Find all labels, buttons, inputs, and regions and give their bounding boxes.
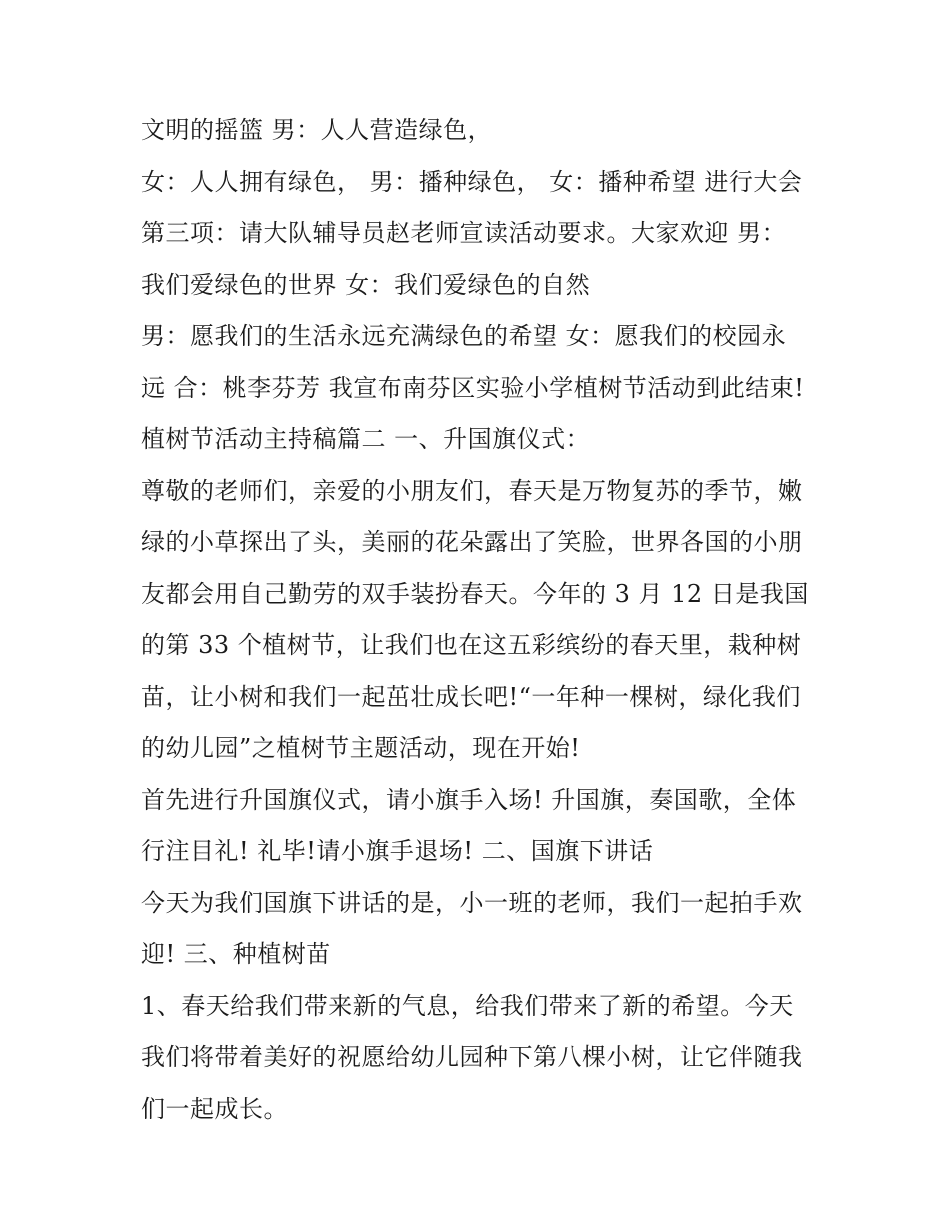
- text-line: 今天为我们国旗下讲话的是，小一班的老师，我们一起拍手欢: [141, 888, 803, 917]
- text-line: 绿的小草探出了头，美丽的花朵露出了笑脸，世界各国的小朋: [141, 528, 803, 556]
- text-line: 我们爱绿色的世界 女：我们爱绿色的自然: [141, 270, 591, 299]
- text-line: 尊敬的老师们，亲爱的小朋友们，春天是万物复苏的季节，嫩: [141, 476, 803, 505]
- text-line: 迎! 三、种植树苗: [141, 940, 331, 968]
- text-line: 首先进行升国旗仪式，请小旗手入场! 升国旗，奏国歌，全体: [141, 785, 797, 814]
- text-line: 的第 33 个植树节，让我们也在这五彩缤纷的春天里，栽种树: [141, 631, 802, 659]
- text-line: 植树节活动主持稿篇二 一、升国旗仪式：: [141, 425, 591, 453]
- text-line: 们一起成长。: [141, 1094, 288, 1123]
- text-line: 我们将带着美好的祝愿给幼儿园种下第八棵小树，让它伴随我: [141, 1043, 803, 1071]
- text-line: 1、春天给我们带来新的气息，给我们带来了新的希望。今天: [141, 991, 794, 1020]
- text-line: 文明的摇篮 男：人人营造绿色，: [141, 116, 493, 144]
- text-line: 远 合：桃李芬芳 我宣布南芬区实验小学植树节活动到此结束!: [141, 373, 805, 402]
- text-line: 的幼儿园”之植树节主题活动，现在开始!: [141, 734, 581, 762]
- document-body: [141, 110, 831, 1140]
- text-line: 行注目礼! 礼毕!请小旗手退场! 二、国旗下讲话: [141, 837, 654, 865]
- text-line: 第三项：请大队辅导员赵老师宣读活动要求。大家欢迎 男：: [141, 219, 787, 247]
- text-line: 女：人人拥有绿色， 男：播种绿色， 女：播种希望 进行大会: [141, 167, 803, 196]
- text-line: 男：愿我们的生活永远充满绿色的希望 女：愿我们的校园永: [141, 322, 787, 350]
- text-line: 友都会用自己勤劳的双手装扮春天。今年的 3 月 12 日是我国: [141, 579, 809, 608]
- text-line: 苗，让小树和我们一起茁壮成长吧!“一年种一棵树，绿化我们: [141, 682, 801, 711]
